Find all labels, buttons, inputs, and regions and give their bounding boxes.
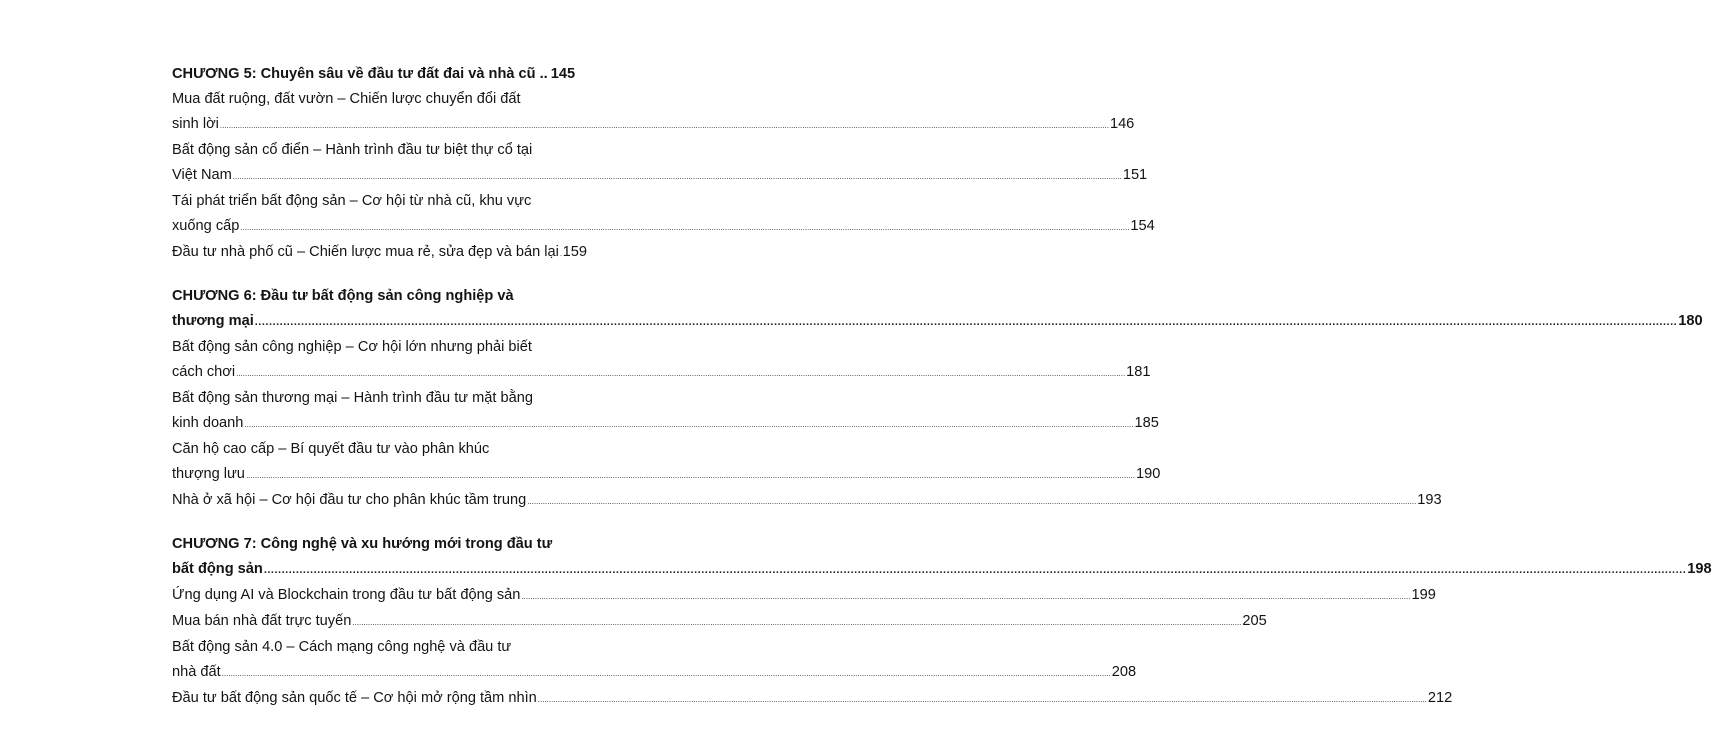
chapter-title-text: bất động sản	[172, 561, 263, 577]
toc-entry-text: cách chơi	[172, 364, 236, 380]
dot-leader: ................................................................................................................................................................................................................................................................................................................................................................................................................	[254, 316, 1678, 328]
chapter-page-number: 180	[1678, 313, 1703, 329]
chapter-title-line	[172, 309, 1703, 335]
toc-entry-text: nhà đất	[172, 664, 221, 680]
dot-leader: ................................................................................................................................................................................................................................................................................................................................................................................................................	[352, 618, 1242, 627]
toc-entry-text: Mua bán nhà đất trực tuyến	[172, 613, 352, 629]
dot-leader: ................................................................................................................................................................................................................................................................................................................................................................................................................	[521, 592, 1411, 601]
dot-leader: ................................................................................................................................................................................................................................................................................................................................................................................................................	[244, 420, 1134, 429]
toc-entry-line	[172, 686, 1453, 712]
toc-entry-text: Căn hộ cao cấp – Bí quyết đầu tư vào phân khúc	[172, 441, 490, 457]
toc-entry-text: Bất động sản công nghiệp – Cơ hội lớn nhưng phải biết	[172, 339, 532, 355]
toc-entry-line	[172, 87, 587, 112]
toc-page-number: 159	[562, 244, 587, 260]
toc-entry	[172, 686, 1453, 712]
toc-entry-line	[172, 189, 587, 214]
toc-entry-line	[172, 635, 587, 660]
toc-page-number: 208	[1111, 664, 1137, 680]
chapter-title-line	[172, 62, 587, 87]
dot-leader: ................................................................................................................................................................................................................................................................................................................................................................................................................	[245, 471, 1135, 480]
dot-leader: ................................................................................................................................................................................................................................................................................................................................................................................................................	[221, 669, 1111, 678]
dot-leader: ................................................................................................................................................................................................................................................................................................................................................................................................................	[527, 497, 1417, 506]
toc-entry-text: Nhà ở xã hội – Cơ hội đầu tư cho phân khúc tầm trung	[172, 492, 527, 508]
toc-entry-line	[172, 583, 1436, 609]
toc-entry-line	[172, 163, 1148, 189]
dot-leader: ................................................................................................................................................................................................................................................................................................................................................................................................................	[232, 172, 1122, 181]
chapter-page-number: 198	[1687, 561, 1712, 577]
toc-entry	[172, 488, 1442, 514]
dot-leader: ................................................................................................................................................................................................................................................................................................................................................................................................................	[240, 223, 1130, 232]
toc-page-number: 199	[1411, 587, 1436, 603]
dot-leader: ................................................................................................................................................................................................................................................................................................................................................................................................................	[219, 121, 1109, 130]
toc-entry-text: sinh lời	[172, 116, 219, 132]
toc-entry-text: Ứng dụng AI và Blockchain trong đầu tư bất động sản	[172, 587, 521, 603]
chapter-section	[172, 284, 1703, 514]
toc-page-number: 185	[1134, 415, 1159, 431]
toc-entry	[172, 335, 1151, 386]
toc-entry-line	[172, 437, 587, 462]
toc-entry	[172, 240, 587, 266]
toc-entry-text: xuống cấp	[172, 218, 240, 234]
toc-entry-line	[172, 660, 1137, 686]
toc-entry-line	[172, 488, 1442, 514]
chapter-title-text: CHƯƠNG 7: Công nghệ và xu hướng mới trong đầu tư	[172, 536, 553, 552]
chapter-title	[172, 532, 1712, 583]
toc-entry-line	[172, 138, 587, 163]
chapter-title-line	[172, 557, 1712, 583]
toc-entry-text: Việt Nam	[172, 167, 232, 183]
toc-entry-text: thượng lưu	[172, 466, 245, 482]
toc-page-number: 205	[1242, 613, 1267, 629]
toc-entry-line	[172, 240, 587, 266]
toc-page-number: 212	[1427, 690, 1453, 706]
chapter-title	[172, 62, 587, 87]
toc-entry-line	[172, 335, 587, 360]
table-of-contents	[172, 62, 1712, 730]
toc-entry	[172, 138, 1148, 189]
chapter-title	[172, 284, 1703, 335]
toc-entry-line	[172, 386, 587, 411]
toc-entry-text: Bất động sản cổ điển – Hành trình đầu tư biệt thự cổ tại	[172, 142, 533, 158]
chapter-section	[172, 62, 1155, 266]
toc-entry-text: Bất động sản 4.0 – Cách mạng công nghệ và đầu tư	[172, 639, 512, 655]
toc-entry-text: Đầu tư nhà phố cũ – Chiến lược mua rẻ, sửa đẹp và bán lại	[172, 244, 559, 260]
dot-leader: ................................................................................................................................................................................................................................................................................................................................................................................................................	[537, 695, 1427, 704]
chapter-section	[172, 532, 1712, 712]
toc-entry	[172, 437, 1161, 488]
toc-page-number: 154	[1130, 218, 1155, 234]
chapter-title-text: CHƯƠNG 5: Chuyên sâu về đầu tư đất đai và nhà cũ ..	[172, 66, 548, 82]
chapter-title-text: thương mại	[172, 313, 254, 329]
chapter-title-line	[172, 532, 587, 557]
toc-entry-line	[172, 609, 1267, 635]
toc-entry-line	[172, 411, 1159, 437]
dot-leader	[560, 241, 562, 266]
toc-entry-text: Mua đất ruộng, đất vườn – Chiến lược chuyển đổi đất	[172, 91, 521, 107]
toc-entry-line	[172, 112, 1135, 138]
toc-page-number: 190	[1136, 466, 1161, 482]
toc-page-number: 193	[1417, 492, 1442, 508]
toc-page-number: 146	[1109, 116, 1135, 132]
toc-entry	[172, 87, 1135, 138]
toc-entry-text: Bất động sản thương mại – Hành trình đầu tư mặt bằng	[172, 390, 533, 406]
toc-entry	[172, 609, 1267, 635]
dot-leader: ................................................................................................................................................................................................................................................................................................................................................................................................................	[236, 369, 1126, 378]
toc-entry-line	[172, 360, 1151, 386]
toc-entry	[172, 386, 1159, 437]
toc-entry	[172, 189, 1155, 240]
dot-leader: ................................................................................................................................................................................................................................................................................................................................................................................................................	[263, 564, 1687, 576]
toc-entry-line	[172, 214, 1155, 240]
toc-page-number: 181	[1126, 364, 1151, 380]
toc-entry-text: Đầu tư bất động sản quốc tế – Cơ hội mở rộng tầm nhìn	[172, 690, 537, 706]
toc-page-number: 151	[1122, 167, 1148, 183]
toc-entry-text: kinh doanh	[172, 415, 244, 431]
toc-entry-line	[172, 462, 1161, 488]
toc-entry	[172, 583, 1436, 609]
chapter-page-number: 145	[550, 66, 576, 82]
toc-entry	[172, 635, 1137, 686]
chapter-title-text: CHƯƠNG 6: Đầu tư bất động sản công nghiệp và	[172, 288, 514, 304]
chapter-title-line	[172, 284, 587, 309]
toc-entry-text: Tái phát triển bất động sản – Cơ hội từ nhà cũ, khu vực	[172, 193, 532, 209]
